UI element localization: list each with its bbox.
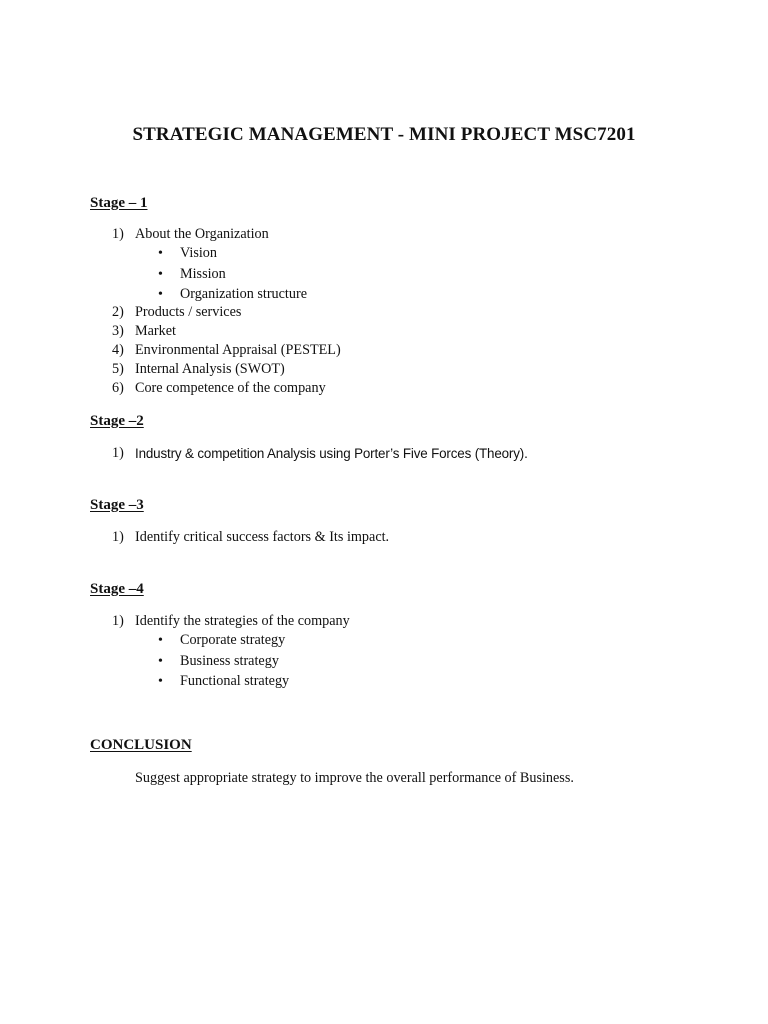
list-number: 5) [112, 361, 124, 377]
bullet-icon: • [158, 633, 163, 648]
sub-list-item: Mission [180, 266, 226, 282]
list-item: Core competence of the company [135, 380, 326, 396]
list-item: Industry & competition Analysis using Porter’s Five Forces (Theory). [135, 446, 528, 461]
list-number: 2) [112, 304, 124, 320]
sub-list-item: Functional strategy [180, 673, 290, 689]
bullet-icon: • [158, 287, 163, 302]
conclusion-heading: CONCLUSION [90, 737, 192, 753]
bullet-icon: • [158, 246, 163, 261]
conclusion-text: Suggest appropriate strategy to improve the overall performance of Business. [135, 770, 574, 786]
list-item: About the Organization [135, 226, 269, 242]
list-number: 1) [112, 613, 124, 629]
sub-list-item: Business strategy [180, 653, 279, 669]
document-title: STRATEGIC MANAGEMENT - MINI PROJECT MSC7201 [132, 124, 636, 145]
bullet-icon: • [158, 674, 163, 689]
list-item: Market [135, 323, 176, 339]
list-number: 1) [112, 529, 124, 545]
list-number: 1) [112, 226, 124, 242]
list-item: Environmental Appraisal (PESTEL) [135, 342, 341, 358]
sub-list-item: Organization structure [180, 286, 307, 302]
list-number: 4) [112, 342, 124, 358]
bullet-icon: • [158, 654, 163, 669]
sub-list-item: Vision [180, 245, 217, 261]
list-item: Identify critical success factors & Its impact. [135, 529, 390, 545]
list-number: 3) [112, 323, 124, 339]
list-item: Products / services [135, 304, 242, 320]
sub-list-item: Corporate strategy [180, 632, 286, 648]
stage-4-heading: Stage –4 [90, 581, 144, 597]
list-number: 6) [112, 380, 124, 396]
stage-2-heading: Stage –2 [90, 413, 144, 429]
stage-3-heading: Stage –3 [90, 497, 144, 513]
stage-1-heading: Stage – 1 [90, 195, 148, 211]
list-item: Internal Analysis (SWOT) [135, 361, 285, 377]
bullet-icon: • [158, 267, 163, 282]
list-item: Identify the strategies of the company [135, 613, 350, 629]
list-number: 1) [112, 445, 124, 461]
